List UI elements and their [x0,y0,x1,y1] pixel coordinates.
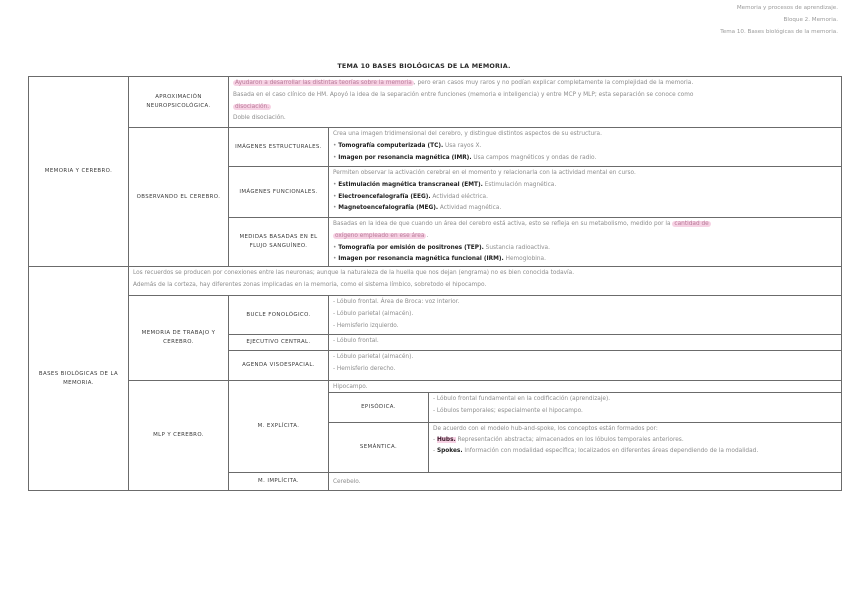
list-item: - Spokes. Información con modalidad específica; localizados en diferentes áreas dependiendo de la modalidad. [433,448,759,454]
list-item: • Tomografía por emisión de positrones (TEP). Sustancia radioactiva. [333,244,550,251]
aprox-line-4: Doble disociación. [233,115,286,122]
list-item: - Lóbulo frontal fundamental en la codificación (aprendizaje). [433,396,611,402]
label-semantica: SEMÁNTICA. [328,422,429,473]
label-observando: OBSERVANDO EL CEREBRO. [128,127,229,267]
list-item: - Lóbulos temporales; especialmente el hipocampo. [433,407,583,414]
header-topic: Tema 10. Bases biológicas de la memoria. [720,29,838,35]
label-bucle-fonologico: BUCLE FONOLÓGICO. [228,295,329,335]
content-imagenes-estructurales: Crea una imagen tridimensional del cerebro, y distingue distintos aspectos de su estructura. • Tomografía computerizada (TC). Usa rayos X. • Imagen por resonancia magnética (IMR). Usa campos magnéticos y ondas de radio. [328,127,842,167]
content-ejecutivo-central [328,334,842,351]
list-item: • Estimulación magnética transcraneal (EMT). Estimulación magnética. [333,181,557,188]
content-imagenes-funcionales: Permiten observar la activación cerebral en el momento y relacionarla con la actividad mental en curso. • Estimulación magnética transcraneal (EMT). Estimulación magnética. • Electroencefalografía (EEG). Actividad eléctrica. • Magnetoencefalografía (MEG). Actividad magnética. [328,166,842,218]
header-block: Bloque 2. Memoria. [783,17,838,23]
row-label-bases-biologicas: BASES BIOLÓGICAS DE LA MEMORIA. [28,266,129,491]
label-flujo-sanguineo: MEDIDAS BASADAS EN EL FLUJO SANGUÍNEO. [228,217,329,267]
list-item: • Electroencefalografía (EEG). Actividad eléctrica. [333,193,488,200]
content-agenda-visoespacial [328,350,842,381]
aprox-line-3: disociación. [235,103,270,110]
label-mlp: MLP Y CEREBRO. [128,380,229,491]
label-m-explicita: M. EXPLÍCITA. [228,380,329,473]
label-episodica: EPISÓDICA. [328,392,429,423]
content-bucle-fonologico [328,295,842,335]
content-aproximacion [228,76,842,128]
label-agenda-visoespacial: AGENDA VISOESPACIAL. [228,350,329,381]
list-item: • Tomografía computerizada (TC). Usa rayos X. [333,142,482,149]
page-title: TEMA 10 BASES BIOLÓGICAS DE LA MEMORIA. [337,62,511,70]
content-semantica: De acuerdo con el modelo hub-and-spoke, los conceptos están formados por: - Hubs. Representación abstracta; almacenados en los lóbulos temporales anteriores. - Spokes. Información con modalidad específica; localizados en diferentes áreas dependiendo de la modalidad. [428,422,842,473]
content-m-implicita: Cerebelo. [328,472,842,491]
label-imagenes-estructurales: IMÁGENES ESTRUCTURALES. [228,127,329,167]
label-m-implicita: M. IMPLÍCITA. [228,472,329,491]
label-imagenes-funcionales: IMÁGENES FUNCIONALES. [228,166,329,218]
list-item: • Imagen por resonancia magnética (IMR). Usa campos magnéticos y ondas de radio. [333,154,597,161]
list-item: - Hemisferio derecho. [333,365,396,372]
list-item: - Lóbulo frontal. Área de Broca: voz interior. [333,299,460,305]
label-memoria-trabajo: MEMORIA DE TRABAJO Y CEREBRO. [128,295,229,381]
list-item: - Lóbulo parietal (almacén). [333,354,414,360]
aprox-line-1: Ayudaron a desarrollar las distintas teorías sobre la memoria , pero eran casos muy raros y no podían explicar completamente la complejidad de la memoria. [235,80,694,86]
list-item: - Lóbulo parietal (almacén). [333,310,414,317]
content-bases-intro: Los recuerdos se producen por conexiones entre las neuronas; aunque la naturaleza de la huella que nos dejan (engrama) no es bien conocida todavía. Además de la corteza, hay diferentes zonas implicadas en la memoria, como el sistema límbico, sobretodo el hipocampo. [128,266,842,296]
row-label-memoria-cerebro: MEMORIA Y CEREBRO. [28,76,129,267]
header-course: Memoria y procesos de aprendizaje. [736,5,838,11]
content-m-explicita-general: Hipocampo. [328,380,842,393]
list-item: • Imagen por resonancia magnética funcional (IRM). Hemoglobina. [333,256,546,263]
list-item: - Hubs. Representación abstracta; almacenados en los lóbulos temporales anteriores. [433,437,684,443]
content-episodica [428,392,842,423]
list-item: - Hemisferio izquierdo. [333,322,399,329]
content-flujo-sanguineo: Basadas en la idea de que cuando un área del cerebro está activa, esto se refleja en su metabolismo, medido por la cantidad de oxígeno empleado en ese área . • Tomografía por emisión de positrones (TEP). Sustancia radioactiva. • Imagen por resonancia magnética funcional (IRM). Hemoglobina. [328,217,842,267]
label-aproximacion: APROXIMACIÓN NEUROPSICOLÓGICA. [128,76,229,128]
list-item: • Magnetoencefalografía (MEG). Actividad magnética. [333,205,502,212]
label-ejecutivo-central: EJECUTIVO CENTRAL. [228,334,329,351]
aprox-line-2: Basada en el caso clínico de HM. Apoyó la idea de la separación entre funciones (memoria e inteligencia) y entre MCP y MLP; esta separación se conoce como [233,91,694,98]
list-item: - Lóbulo frontal. [333,338,379,344]
